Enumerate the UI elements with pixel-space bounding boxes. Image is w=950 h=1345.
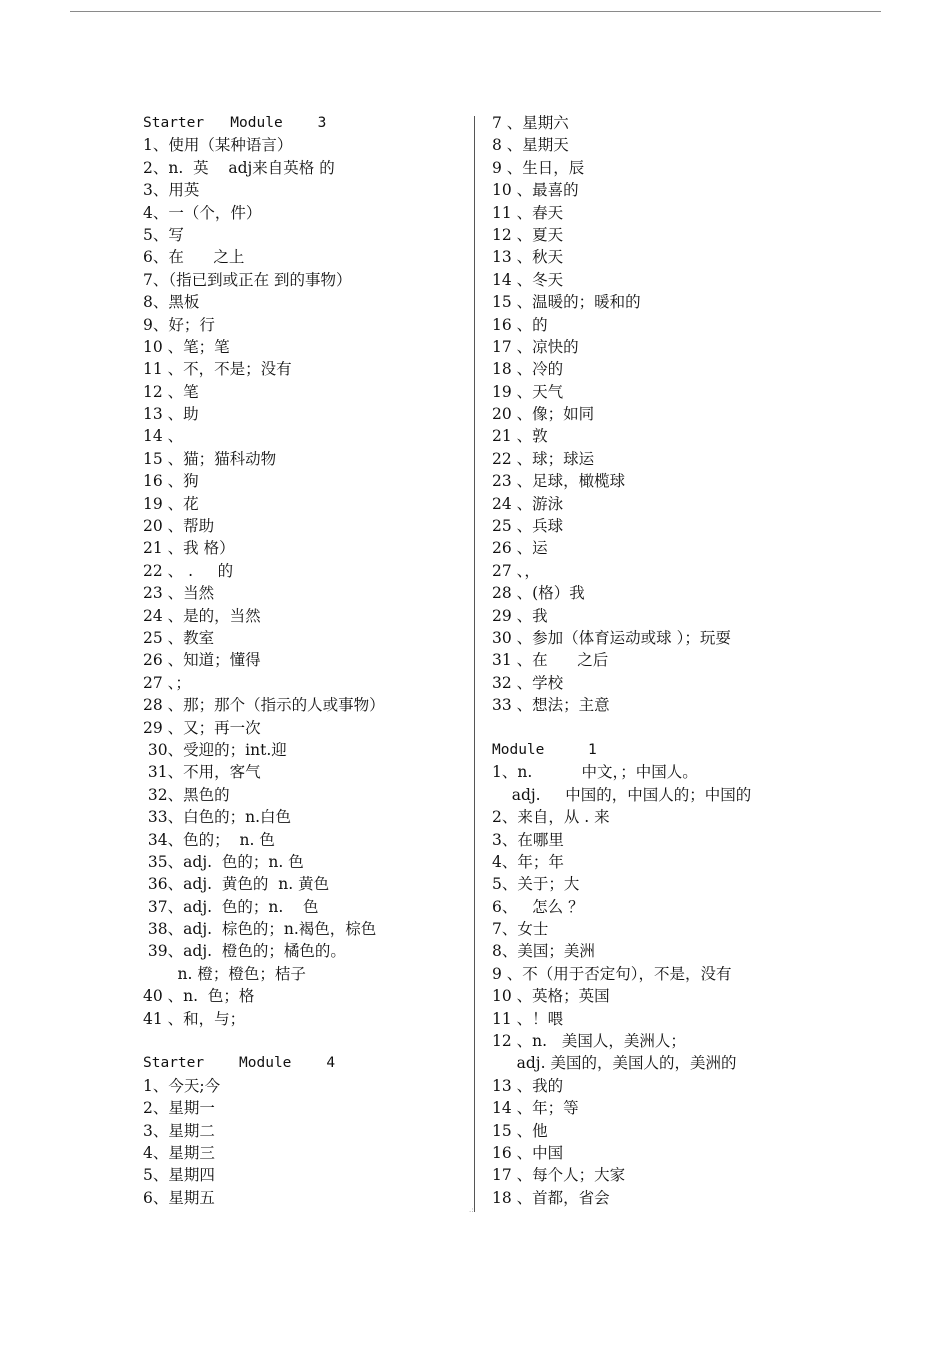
vocab-entry: 29 、又；再一次	[143, 718, 261, 737]
vocab-entry: 26 、知道；懂得	[143, 651, 261, 670]
vocab-entry: 30 、参加（体育运动或球 ）；玩耍	[492, 628, 731, 647]
vocab-entry: 25 、兵球	[492, 517, 564, 536]
vocab-entry: 12 、笔	[143, 382, 199, 401]
vocab-entry: 22 、球；球运	[492, 449, 595, 468]
vocab-entry: 11 、不，不是；没有	[143, 360, 292, 379]
vocab-entry: 4、星期三	[143, 1143, 215, 1162]
vocab-entry: 16 、的	[492, 315, 548, 334]
vocab-entry: 29 、我	[492, 606, 548, 625]
vocab-entry: 14 、	[143, 427, 184, 446]
vocab-entry: 20 、像；如同	[492, 405, 595, 424]
vocab-entry: 33 、想法；主意	[492, 696, 610, 715]
vocab-entry: 13 、秋天	[492, 248, 564, 267]
vocab-entry: adj. 美国的，美国人的，美洲的	[492, 1054, 737, 1073]
vocab-entry: 24 、游泳	[492, 494, 564, 513]
vocab-entry: 38、adj. 棕色的；n.褐色，棕色	[143, 920, 377, 939]
vocab-entry: 7、（指已到或正在 到的事物）	[143, 270, 352, 289]
vocab-entry: 32、黑色的	[143, 785, 230, 804]
vocab-entry: 5、写	[143, 225, 184, 244]
vocab-entry: 4、年；年	[492, 852, 564, 871]
vocab-entry: 17 、凉快的	[492, 337, 579, 356]
right-column	[492, 112, 892, 1209]
vocab-entry: 5、关于；大	[492, 875, 580, 894]
vocab-entry: 9 、生日，辰	[492, 158, 585, 177]
vocab-entry: 7 、星期六	[492, 114, 569, 132]
column-divider	[474, 116, 475, 1212]
vocab-entry: 2、来自，从 . 来	[492, 808, 610, 827]
vocab-entry: 3、在哪里	[492, 830, 564, 849]
vocab-entry: adj. 中国的，中国人的；中国的	[492, 785, 752, 804]
vocab-entry: 16 、狗	[143, 472, 199, 491]
module-heading: Starter Module 3	[143, 115, 327, 131]
vocab-entry: 13 、助	[143, 405, 199, 424]
vocab-entry: 6、在 之上	[143, 248, 245, 267]
vocab-entry: 18 、首都，省会	[492, 1188, 610, 1207]
module-heading: Module 1	[492, 741, 597, 758]
vocab-entry: 15 、他	[492, 1121, 548, 1140]
vocab-entry: 31、不用，客气	[143, 763, 261, 782]
blank-line	[143, 1030, 468, 1052]
left-column	[143, 112, 468, 1209]
vocab-entry: 35、adj. 色的；n. 色	[143, 852, 304, 871]
vocab-entry: 3、用英	[143, 181, 200, 200]
vocab-entry: 28 、那；那个（指示的人或事物）	[143, 696, 385, 715]
vocab-entry: 17 、每个人；大家	[492, 1166, 626, 1185]
blank-line	[492, 717, 892, 739]
vocab-entry: 21 、敦	[492, 427, 548, 446]
vocab-entry: 33、白色的；n.白色	[143, 808, 292, 827]
vocab-entry: 8 、星期天	[492, 136, 569, 155]
vocab-entry: 9、好；行	[143, 315, 215, 334]
vocab-entry: 36、adj. 黄色的 n. 黄色	[143, 875, 330, 894]
vocab-entry: 21 、我 格）	[143, 539, 235, 558]
vocab-entry: 20 、帮助	[143, 517, 215, 536]
vocab-entry: 13 、我的	[492, 1076, 564, 1095]
vocab-entry: 41 、和，与；	[143, 1009, 246, 1028]
vocab-entry: 6、星期五	[143, 1188, 215, 1207]
vocab-entry: 30、受迎的；int.迎	[143, 740, 287, 759]
vocab-entry: 1、今天;今	[143, 1076, 221, 1095]
vocab-entry: 23 、足球，橄榄球	[492, 472, 626, 491]
vocab-entry: 25 、教室	[143, 628, 215, 647]
vocab-entry: 2、n. 英 adj来自英格 的	[143, 158, 335, 177]
vocab-entry: 16 、中国	[492, 1143, 564, 1162]
page-mark: .:	[469, 1206, 474, 1214]
vocab-entry: 19 、天气	[492, 382, 564, 401]
vocab-entry: 6、 怎么 ？	[492, 897, 584, 916]
vocab-entry: 12 、n. 美国人，美洲人；	[492, 1032, 686, 1051]
vocab-entry: 34、色的； n. 色	[143, 830, 275, 849]
vocab-entry: 28 、(格）我	[492, 584, 585, 603]
vocab-entry: 8、黑板	[143, 293, 200, 312]
vocab-entry: 31 、在 之后	[492, 651, 609, 670]
vocab-entry: 26 、运	[492, 539, 548, 558]
vocab-entry: 27 、，	[492, 561, 540, 580]
vocab-entry: 10 、英格；英国	[492, 987, 610, 1006]
vocab-entry: 23 、当然	[143, 584, 215, 603]
vocab-entry: 18 、冷的	[492, 360, 564, 379]
vocab-entry: 14 、年；等	[492, 1099, 579, 1118]
vocab-entry: 19 、花	[143, 494, 199, 513]
page-top-rule	[70, 11, 881, 12]
vocab-entry: 14 、冬天	[492, 270, 564, 289]
vocab-entry: 40 、n. 色；格	[143, 987, 255, 1006]
vocab-entry: 7、女士	[492, 920, 549, 939]
vocab-entry: 2、星期一	[143, 1099, 215, 1118]
vocab-entry: 10 、笔；笔	[143, 337, 230, 356]
vocab-entry: 10 、最喜的	[492, 181, 579, 200]
module-heading: Starter Module 4	[143, 1055, 336, 1072]
vocab-entry: 1、使用（某种语言）	[143, 136, 293, 155]
vocab-entry: 11 、！喂	[492, 1009, 564, 1028]
vocab-entry: 4、一（个，件）	[143, 203, 262, 222]
vocab-entry: 1、n. 中文，；中国人。	[492, 763, 698, 782]
vocab-entry: 39、adj. 橙色的；橘色的。	[143, 942, 346, 961]
vocab-entry: 15 、温暖的；暖和的	[492, 293, 641, 312]
vocab-entry: 12 、夏天	[492, 225, 564, 244]
vocab-entry: 8、美国；美洲	[492, 942, 595, 961]
vocab-entry: 24 、是的，当然	[143, 606, 261, 625]
vocab-entry: 37、adj. 色的；n. 色	[143, 897, 319, 916]
vocab-entry: 15 、猫；猫科动物	[143, 449, 277, 468]
vocab-entry: 32 、学校	[492, 673, 564, 692]
vocab-entry: 9 、不（用于否定句），不是，没有	[492, 964, 732, 983]
vocab-entry: 11 、春天	[492, 203, 564, 222]
vocab-entry: 5、星期四	[143, 1166, 215, 1185]
vocab-entry: n. 橙；橙色；桔子	[143, 964, 306, 983]
vocab-entry: 22 、 . 的	[143, 561, 234, 580]
vocab-entry: 3、星期二	[143, 1121, 215, 1140]
vocab-entry: 27 、；	[143, 673, 191, 692]
